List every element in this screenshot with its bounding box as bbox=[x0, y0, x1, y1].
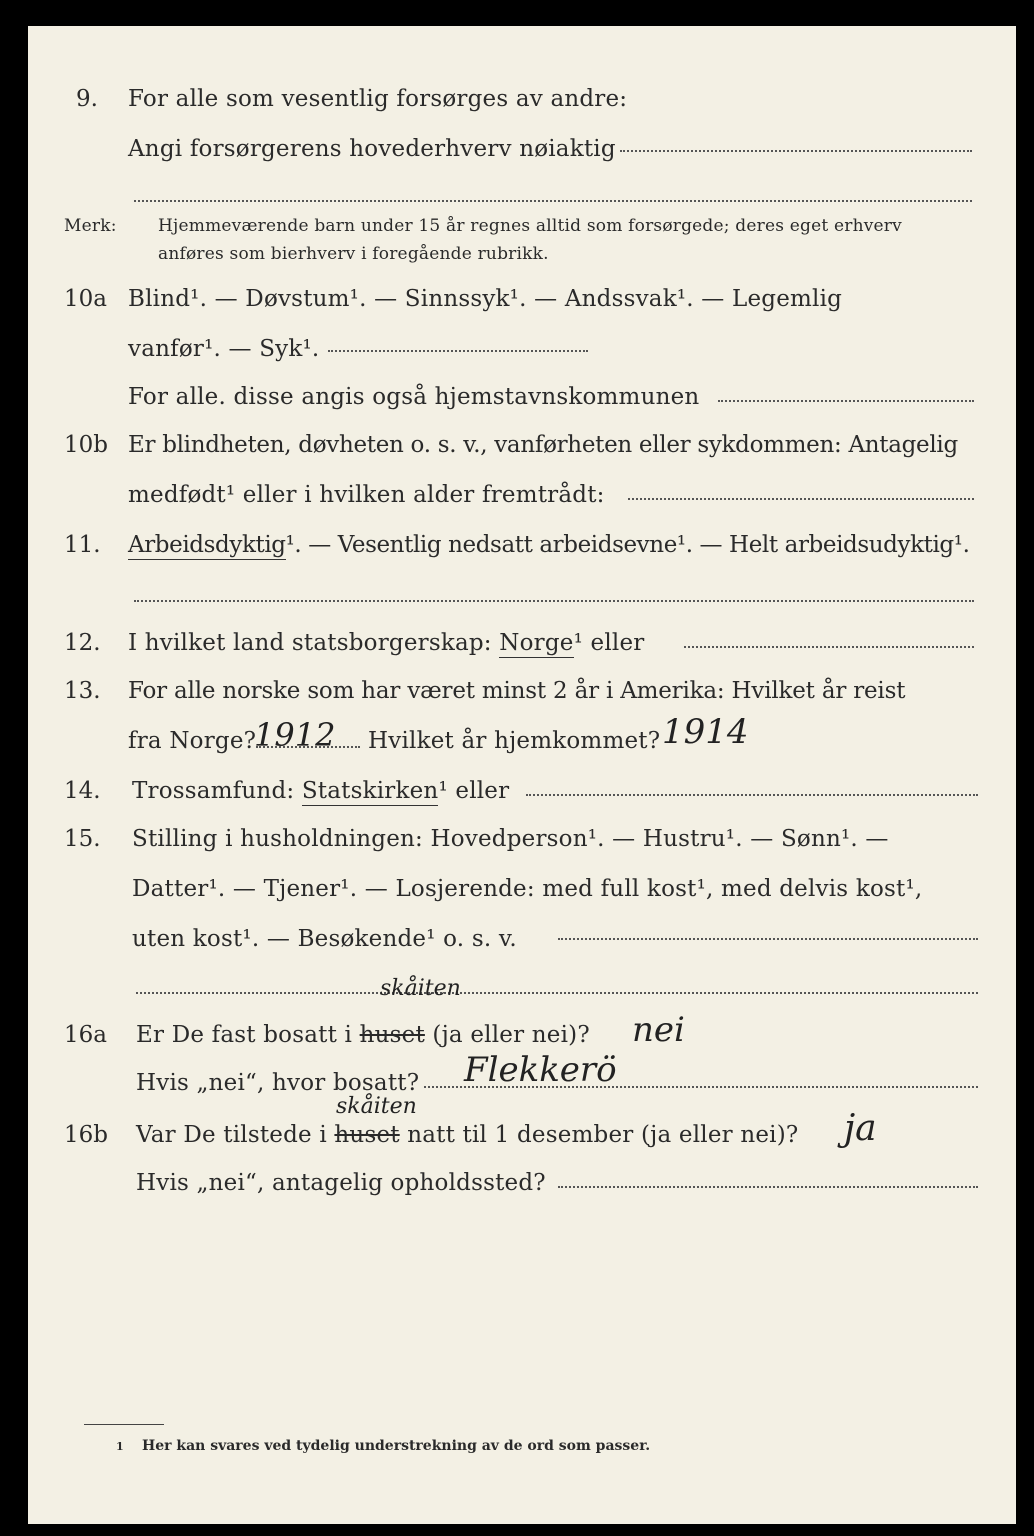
q11-question-rest: ¹. — Vesentlig nedsatt arbeidsevne¹. — Helt arbeidsudyktig¹. bbox=[285, 532, 970, 558]
q12-question bbox=[128, 630, 644, 656]
q9-answer-line-2 bbox=[134, 200, 972, 202]
q16a-suffix: (ja eller nei)? bbox=[432, 1022, 590, 1048]
q14-prefix: Trossamfund: bbox=[132, 778, 295, 804]
q14-underlined-answer: Statskirken bbox=[301, 778, 439, 804]
merk-note-line2: anføres som bierhverv i foregående rubrikk. bbox=[158, 244, 549, 264]
q14-suffix: ¹ eller bbox=[438, 778, 510, 804]
footnote-rule bbox=[84, 1424, 164, 1425]
q9-number: 9. bbox=[76, 86, 98, 112]
census-form-page bbox=[28, 26, 1016, 1524]
q15-answer-line bbox=[558, 938, 978, 940]
q14-answer-line bbox=[526, 794, 978, 796]
merk-label: Merk: bbox=[64, 216, 117, 236]
q10a-answer-line bbox=[328, 350, 588, 352]
q16a-question bbox=[136, 1022, 590, 1048]
q15-question-line3: uten kost¹. — Besøkende¹ o. s. v. bbox=[132, 926, 517, 952]
q16a-answer-line bbox=[424, 1086, 978, 1088]
q9-answer-line bbox=[620, 150, 972, 152]
q13-question: For alle norske som har været minst 2 år i Amerika: Hvilket år reist bbox=[128, 678, 906, 704]
q16b-question-line2: Hvis „nei“, antagelig opholdssted? bbox=[136, 1170, 546, 1196]
q16a-struck-word: huset bbox=[359, 1022, 425, 1048]
q16a-handwritten-answer: nei bbox=[632, 1010, 685, 1050]
q13-question-line2a: fra Norge? bbox=[128, 728, 257, 754]
q12-suffix: ¹ eller bbox=[573, 630, 645, 656]
footnote-mark: 1 bbox=[116, 1440, 124, 1453]
q16b-struck-word: huset bbox=[334, 1122, 400, 1148]
footnote-text: Her kan svares ved tydelig understrekning av de ord som passer. bbox=[142, 1438, 651, 1454]
q16a-handwritten-insertion: skåiten bbox=[380, 976, 461, 1001]
q16a-handwritten-residence: Flekkerö bbox=[464, 1050, 617, 1090]
q15-answer-line-2 bbox=[136, 992, 978, 994]
q13-question-line2b: Hvilket år hjemkommet? bbox=[368, 728, 661, 754]
q16b-handwritten-answer: ja bbox=[844, 1108, 877, 1149]
q16b-answer-line bbox=[558, 1186, 978, 1188]
q11-answer-line bbox=[134, 600, 974, 602]
q15-question-line2: Datter¹. — Tjener¹. — Losjerende: med full kost¹, med delvis kost¹, bbox=[132, 876, 923, 902]
q9-question: For alle som vesentlig forsørges av andre: bbox=[128, 86, 628, 112]
q13-handwritten-year-return: 1914 bbox=[662, 712, 749, 752]
q9-question-line2: Angi forsørgerens hovederhverv nøiaktig bbox=[128, 136, 616, 162]
q10b-answer-line bbox=[628, 498, 974, 500]
q13-number: 13. bbox=[64, 678, 101, 704]
q10a-question-line3: For alle. disse angis også hjemstavnskommunen bbox=[128, 384, 700, 410]
q10b-question-line2: medfødt¹ eller i hvilken alder fremtrådt: bbox=[128, 482, 605, 508]
merk-note-line1: Hjemmeværende barn under 15 år regnes alltid som forsørgede; deres eget erhverv bbox=[158, 216, 902, 236]
q10a-question: Blind¹. — Døvstum¹. — Sinnssyk¹. — Andssvak¹. — Legemlig bbox=[128, 286, 843, 312]
q10a-municipality-line bbox=[718, 400, 974, 402]
q13-answer-line-1 bbox=[256, 746, 360, 748]
q16b-question bbox=[136, 1122, 798, 1148]
q12-underlined-answer: Norge bbox=[499, 630, 574, 656]
q10a-question-line2: vanfør¹. — Syk¹. bbox=[128, 336, 320, 362]
q14-question bbox=[132, 778, 509, 804]
q16b-suffix: natt til 1 desember (ja eller nei)? bbox=[407, 1122, 799, 1148]
q12-prefix: I hvilket land statsborgerskap: bbox=[128, 630, 492, 656]
q13-handwritten-year-left: 1912 bbox=[254, 716, 336, 754]
q16b-handwritten-insertion: skåiten bbox=[336, 1094, 417, 1119]
q16b-number: 16b bbox=[64, 1122, 108, 1148]
q16a-number: 16a bbox=[64, 1022, 107, 1048]
q15-number: 15. bbox=[64, 826, 101, 852]
q10b-number: 10b bbox=[64, 432, 108, 458]
q16a-question-line2: Hvis „nei“, hvor bosatt? bbox=[136, 1070, 420, 1096]
q16a-prefix: Er De fast bosatt i bbox=[136, 1022, 353, 1048]
q10a-number: 10a bbox=[64, 286, 107, 312]
q11-question bbox=[128, 532, 969, 558]
q12-answer-line bbox=[684, 646, 974, 648]
q12-number: 12. bbox=[64, 630, 101, 656]
q15-question: Stilling i husholdningen: Hovedperson¹. — Hustru¹. — Sønn¹. — bbox=[132, 826, 889, 852]
q11-underlined-answer: Arbeidsdyktig bbox=[128, 532, 286, 558]
q11-number: 11. bbox=[64, 532, 101, 558]
q14-number: 14. bbox=[64, 778, 101, 804]
q16b-prefix: Var De tilstede i bbox=[136, 1122, 327, 1148]
q10b-question: Er blindheten, døvheten o. s. v., vanførheten eller sykdommen: Antagelig bbox=[128, 432, 958, 458]
